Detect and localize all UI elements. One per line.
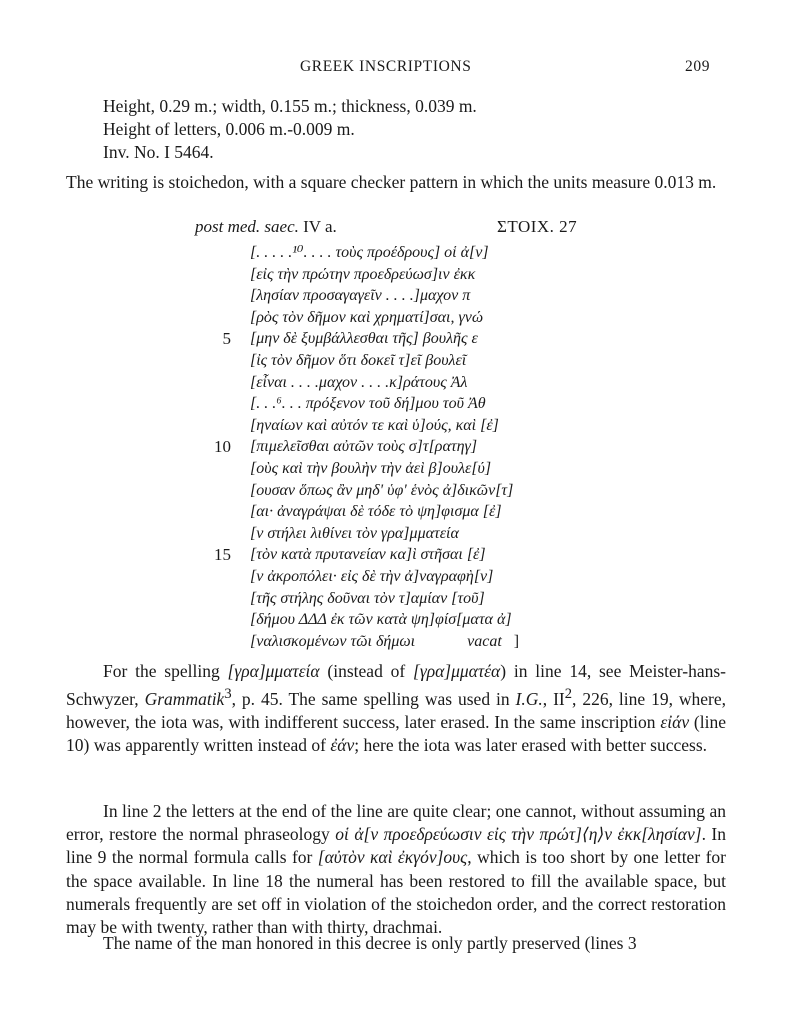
line-greek: [τῆς στήλης δοῦναι τὸν τ]αμίαν [τοῦ] bbox=[250, 589, 485, 607]
inscription-header bbox=[0, 217, 789, 241]
p1-greek-4: ἐάν bbox=[330, 735, 355, 756]
p1-greek-3: εἰάν bbox=[660, 712, 690, 733]
inscription-line bbox=[0, 415, 789, 437]
line-text bbox=[250, 501, 502, 523]
line-text bbox=[250, 609, 512, 631]
line-text bbox=[250, 350, 466, 372]
line-text bbox=[250, 393, 486, 415]
stoichedon-note: The writing is stoichedon, with a square checker pattern in which the units measure 0.013 m. bbox=[66, 172, 717, 192]
p1-text-e: , II bbox=[542, 689, 565, 710]
line-text bbox=[250, 264, 475, 286]
line-greek: [οὺς καὶ τὴν βουλὴν τὴν ἀεὶ β]ουλε[ύ] bbox=[250, 459, 492, 477]
inscription-line bbox=[0, 285, 789, 307]
p1-text-b: (instead of bbox=[319, 661, 414, 681]
p2-text-a: In line 2 the letters at the end of the line are quite clear; one cannot, without assuming an error, restore the normal phraseology bbox=[66, 801, 726, 845]
date-italic: post med. saec. bbox=[195, 217, 299, 236]
spec-letter-height: Height of letters, 0.006 m.-0.009 m. bbox=[103, 119, 355, 139]
p1-text-g: (line 10) was apparently written instead of bbox=[66, 712, 726, 756]
line-text bbox=[250, 480, 513, 502]
line-text bbox=[250, 285, 470, 307]
line-greek: [ν ἀκροπόλει· εἰς δὲ τὴν ἀ]ναγραφὴ[ν] bbox=[250, 567, 494, 585]
p1-text-a: For the spelling bbox=[103, 661, 228, 681]
p1-ig: I.G. bbox=[515, 689, 543, 710]
line-greek: [τὸν κατὰ πρυτανείαν κα]ὶ στῆσαι [ἐ] bbox=[250, 546, 486, 564]
line-greek: [ἰς τὸν δῆμον ὅτι δοκεῖ τ]εῖ βουλεῖ bbox=[250, 351, 467, 369]
inscription-line bbox=[0, 393, 789, 415]
line-greek: [αι· ἀναγράψαι δὲ τόδε τὸ ψη]φισμα [ἐ] bbox=[250, 503, 502, 521]
spec-inventory: Inv. No. I 5464. bbox=[103, 142, 214, 162]
line-text bbox=[250, 328, 478, 350]
inscription-line bbox=[0, 350, 789, 372]
stoichedon-count: ΣΤΟΙΧ. 27 bbox=[497, 217, 578, 236]
inscription-line bbox=[0, 588, 789, 610]
vacat-label: vacat bbox=[467, 632, 502, 650]
inscription-line bbox=[0, 458, 789, 480]
running-title: GREEK INSCRIPTIONS bbox=[300, 58, 472, 75]
inscription-line bbox=[0, 242, 789, 264]
line-text bbox=[250, 242, 489, 264]
line-greek: [ηναίων καὶ αὐτόν τε καὶ ὑ]ούς, καὶ [ἐ] bbox=[250, 416, 499, 434]
line-greek: [ουσαν ὅπως ἂν μηδ' ὑφ' ἑνὸς ἀ]δικῶν[τ] bbox=[250, 481, 514, 499]
line-number: 5 bbox=[222, 329, 231, 349]
inscription-line bbox=[0, 328, 789, 350]
p1-text-h: ; here the iota was later erased with better success. bbox=[354, 735, 708, 756]
specifications bbox=[103, 95, 477, 164]
line-text bbox=[250, 436, 477, 458]
running-head bbox=[0, 58, 789, 80]
inscription-line bbox=[0, 566, 789, 588]
inscription-line bbox=[0, 523, 789, 545]
inscription-line bbox=[0, 264, 789, 286]
inscription-line bbox=[0, 609, 789, 631]
p1-greek-1: [γρα]μματεία bbox=[227, 661, 320, 681]
line-text bbox=[250, 588, 485, 610]
p1-grammatik: Grammatik bbox=[144, 689, 225, 710]
p2-greek-1: οἱ ἀ[ν προεδρεύωσιν εἰς τὴν πρώτ]⟨η⟩ν ἐκκ[λησίαν] bbox=[335, 824, 702, 845]
inscription-line bbox=[0, 631, 789, 653]
line-greek: [ναλισκομένων τῶι δήμωι bbox=[250, 632, 416, 650]
p2-text-b: . In line 9 the normal formula calls for bbox=[66, 824, 727, 868]
closing-bracket: ] bbox=[513, 632, 520, 650]
inscription-line bbox=[0, 372, 789, 394]
line-greek: [μην δὲ ξυμβάλλεσθαι τῆς] βουλῆς ε bbox=[250, 330, 478, 348]
line-text bbox=[250, 372, 467, 394]
inscription-line bbox=[0, 480, 789, 502]
date-roman: IV a. bbox=[303, 217, 337, 236]
p1-greek-2: [γρα]μματέα bbox=[413, 661, 501, 681]
p1-text-c: ) in line 14, see Meister-hans-Schwyzer, bbox=[66, 661, 726, 710]
p1-sup2: 2 bbox=[564, 686, 573, 703]
line-text bbox=[250, 307, 483, 329]
inscription-date bbox=[195, 217, 337, 237]
line-number: 15 bbox=[214, 545, 231, 565]
inscription-text bbox=[0, 242, 789, 652]
line-greek: [λησίαν προσαγαγεῖν . . . .]μαχον π bbox=[250, 287, 471, 305]
p1-sup: 3 bbox=[224, 686, 232, 703]
inscription-line bbox=[0, 307, 789, 329]
paragraph-name: The name of the man honored in this decree is only partly preserved (lines 3 bbox=[103, 933, 637, 953]
page-number: 209 bbox=[685, 58, 711, 75]
line-greek: [ρὸς τὸν δῆμον καὶ χρηματί]σαι, γνώ bbox=[250, 308, 484, 326]
p2-greek-2: [αὐτὸν καὶ ἐκγόν]ους bbox=[317, 847, 468, 868]
line-text bbox=[250, 566, 493, 588]
paragraph-line-notes bbox=[66, 800, 726, 939]
line-greek: [δήμου ΔΔΔ ἐκ τῶν κατὰ ψη]φίσ[ματα ἀ] bbox=[250, 611, 512, 629]
line-greek: [εἶναι . . . .μαχον . . . .κ]ράτους Ἀλ bbox=[250, 373, 468, 391]
inscription-line bbox=[0, 501, 789, 523]
line-number: 10 bbox=[214, 437, 231, 457]
p1-text-d: , p. 45. The same spelling was used in bbox=[231, 689, 516, 710]
p2-text-c: , which is too short by one letter for the space available. In line 18 the numeral has been restored to fill the available space, but numerals frequently are set off in violation of the stoichedon order, and the correct restoration may be with twenty, rather than with thirty, drachmai. bbox=[66, 847, 726, 938]
line-greek: [. . . . .¹⁰. . . . τοὺς προέδρους] οἱ ἀ[ν] bbox=[250, 244, 489, 261]
line-text bbox=[250, 523, 459, 545]
line-text bbox=[250, 631, 519, 653]
p1-text-f: , 226, line 19, where, however, the iota was, with indifferent success, later erased. In the same inscription bbox=[66, 689, 726, 733]
line-greek: [. . .⁶. . . πρόξενον τοῦ δή]μου τοῦ Ἀθ bbox=[250, 395, 486, 413]
inscription-line bbox=[0, 544, 789, 566]
line-greek: [ν στήλει λιθίνει τὸν γρα]μματεία bbox=[250, 524, 459, 542]
line-greek: [πιμελεῖσθαι αὐτῶν τοὺς σ]τ[ρατηγ] bbox=[250, 438, 478, 456]
spec-dimensions: Height, 0.29 m.; width, 0.155 m.; thickness, 0.039 m. bbox=[103, 96, 477, 116]
inscription-line bbox=[0, 436, 789, 458]
line-text bbox=[250, 544, 486, 566]
paragraph-spelling bbox=[66, 660, 726, 758]
line-text bbox=[250, 458, 491, 480]
line-text bbox=[250, 415, 499, 437]
line-greek: [εἰς τὴν πρώτην προεδρεύωσ]ιν ἐκκ bbox=[250, 265, 476, 283]
